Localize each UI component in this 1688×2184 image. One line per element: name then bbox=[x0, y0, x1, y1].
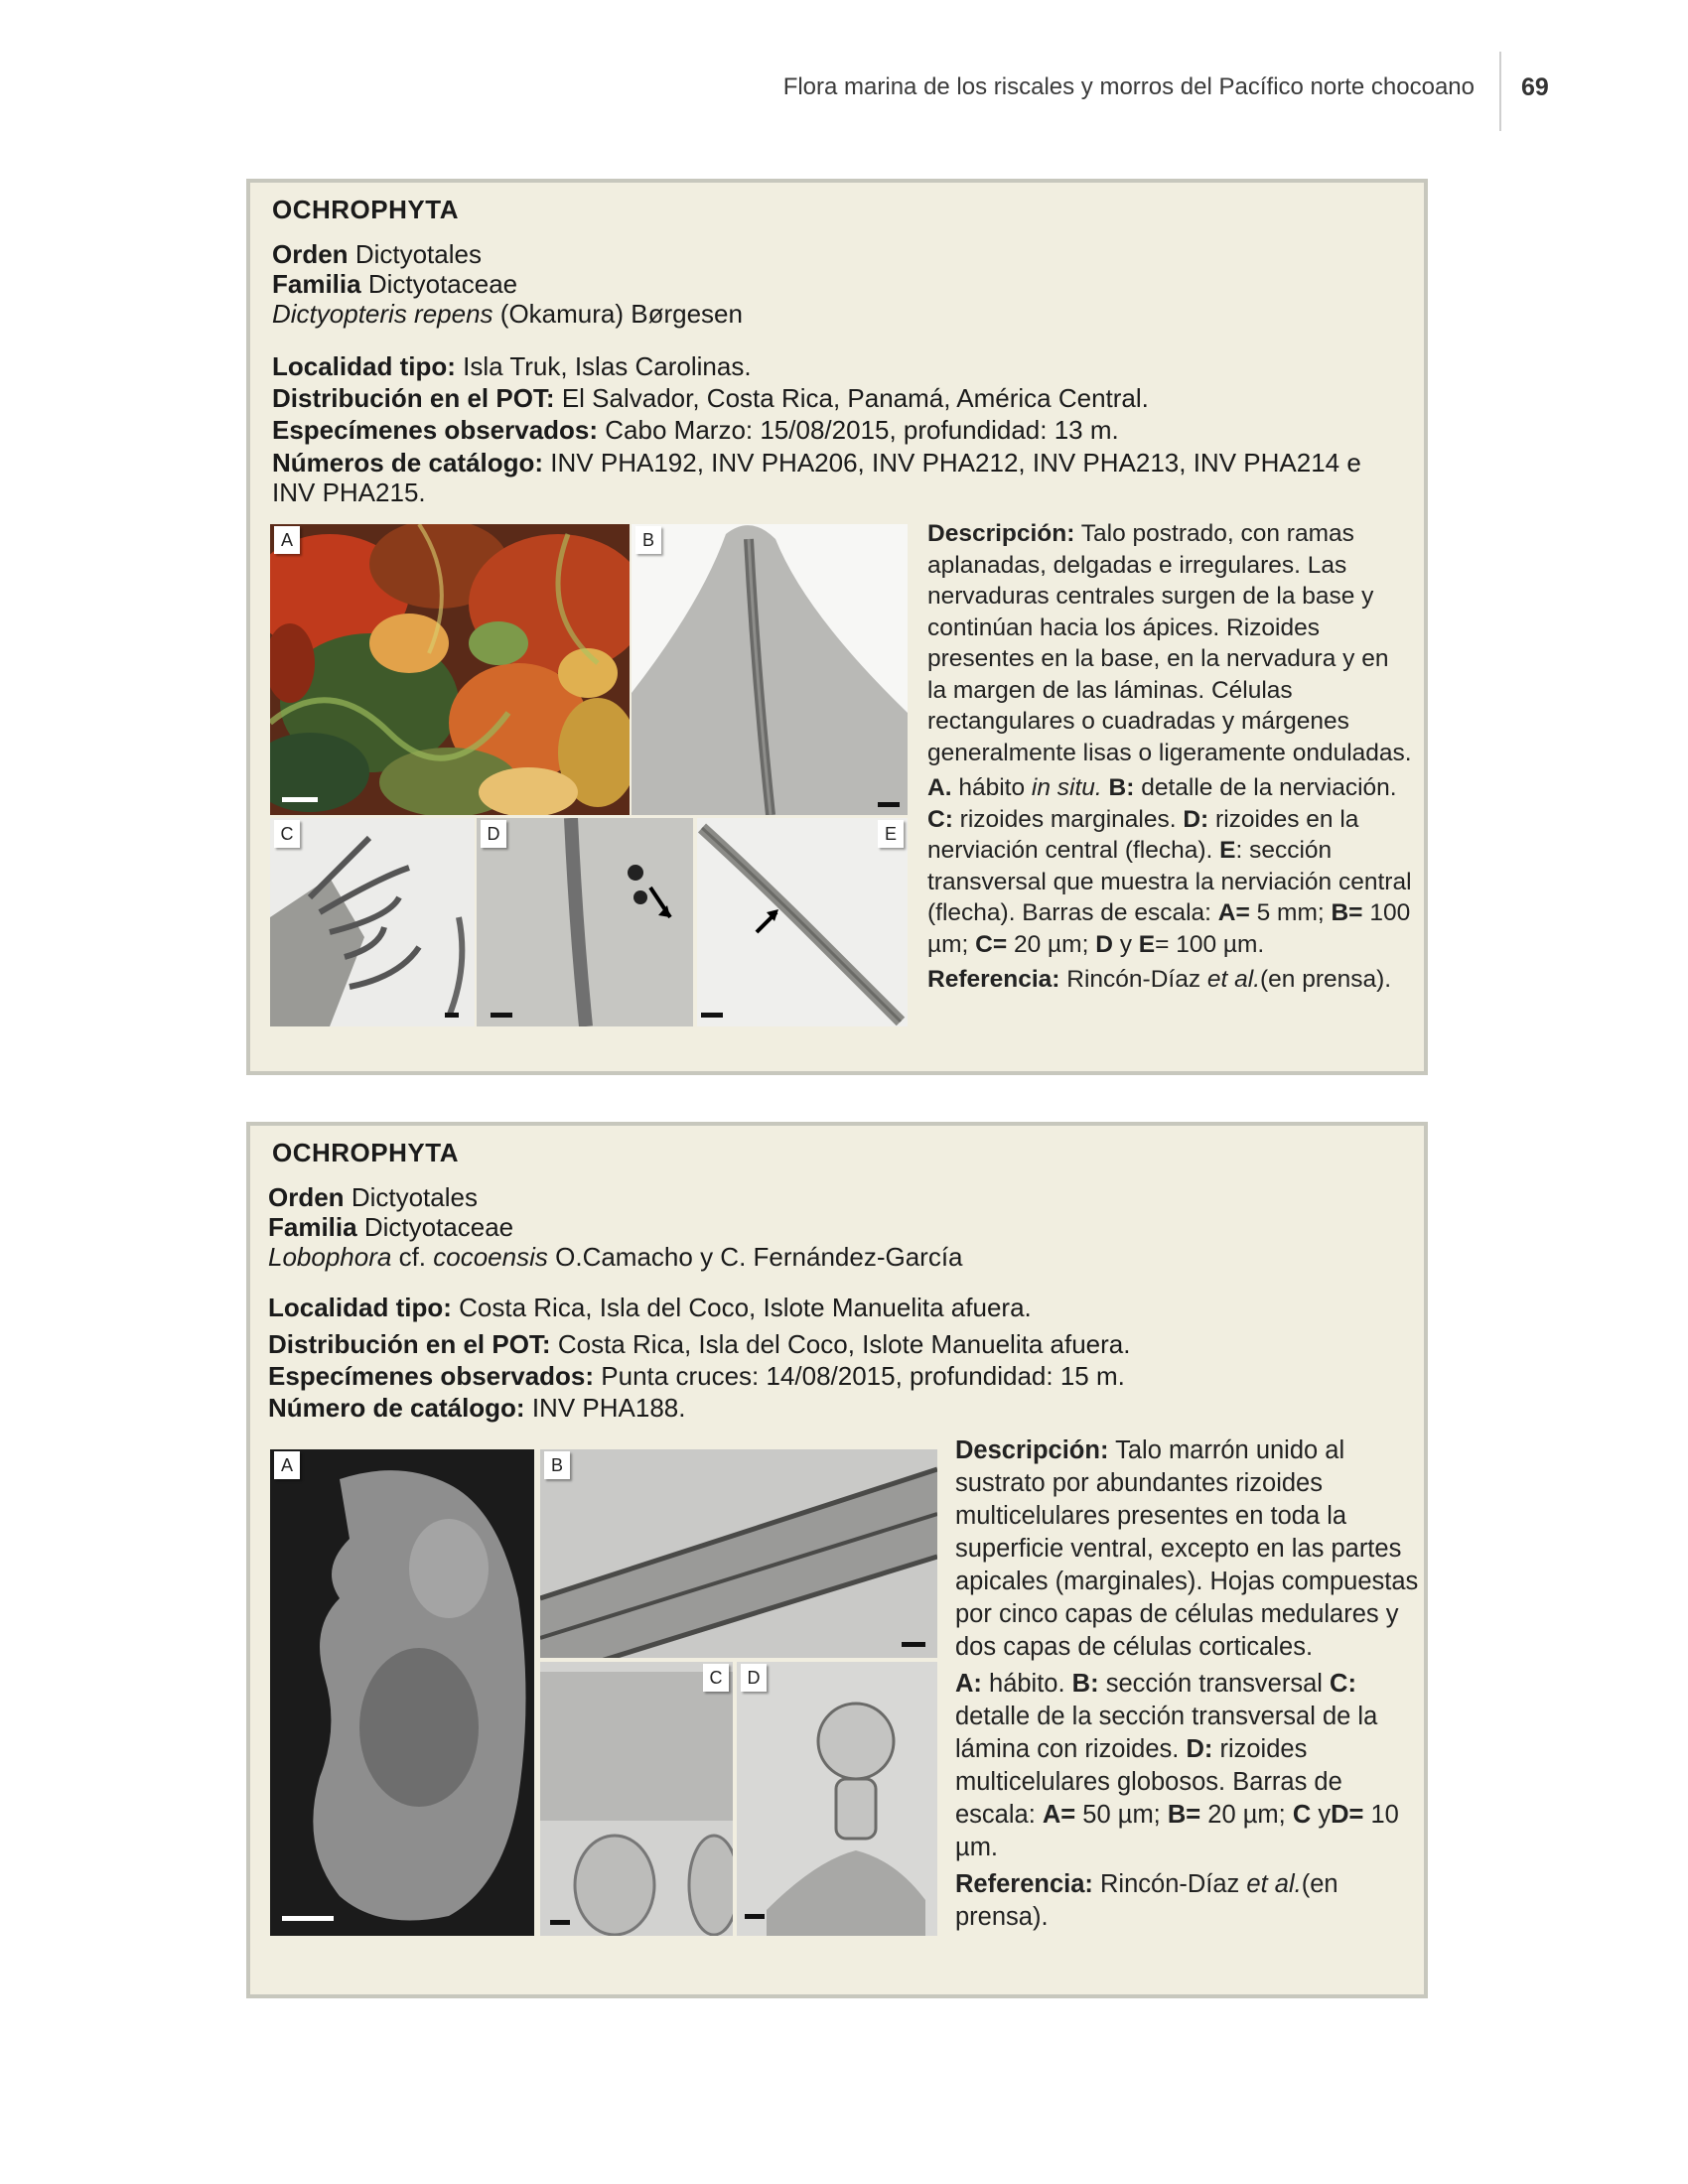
scale-label: A= bbox=[1042, 1801, 1076, 1829]
field-distribucion bbox=[268, 1329, 1130, 1360]
vein-rhizoids-micrograph bbox=[477, 818, 693, 1026]
field-label: Números de catálogo: bbox=[272, 448, 544, 478]
scale-bar bbox=[445, 1013, 459, 1018]
figure-panel-c bbox=[540, 1662, 733, 1936]
field-especimenes bbox=[268, 1361, 1125, 1392]
scale-label: C= bbox=[975, 930, 1008, 958]
caption-label: D: bbox=[1183, 805, 1209, 833]
species-cf: cf. bbox=[398, 1242, 427, 1272]
species-name bbox=[272, 299, 743, 330]
scale-label: E bbox=[1138, 930, 1156, 958]
species-authority: (Okamura) Børgesen bbox=[499, 299, 743, 329]
figure-caption bbox=[927, 772, 1414, 960]
description-paragraph bbox=[955, 1434, 1422, 1664]
reference-tail: (en prensa). bbox=[1260, 966, 1392, 993]
description-label: Descripción: bbox=[927, 520, 1075, 547]
description-block bbox=[927, 518, 1414, 1000]
habit-photo bbox=[270, 1449, 534, 1936]
field-value: INV PHA192, INV PHA206, INV PHA212, INV PHA213, INV PHA214 e bbox=[550, 448, 1361, 478]
scale-bar bbox=[745, 1914, 765, 1919]
caption-label: E bbox=[1219, 837, 1236, 864]
caption-text: : sección transversal que muestra la nerviación central (flecha). Barras de escala: bbox=[927, 837, 1412, 926]
scale-conjunction: y bbox=[1318, 1801, 1332, 1829]
reference bbox=[927, 964, 1414, 996]
description-text: Talo postrado, con ramas aplanadas, delgadas e irregulares. Las nervaduras centrales surgen de la base y continúan hacia los ápices. Rizoides presentes en la base, en la nervadura y en la margen de las láminas. Células rectangulares o cuadradas y márgenes generalmente lisas o ligeramente onduladas. bbox=[927, 520, 1412, 766]
field-value: Costa Rica, Isla del Coco, Islote Manuelita afuera. bbox=[459, 1293, 1032, 1322]
vein-micrograph bbox=[632, 524, 908, 815]
caption-text: rizoides marginales. bbox=[959, 805, 1177, 833]
family-label: Familia bbox=[272, 269, 361, 299]
field-label: Especímenes observados: bbox=[268, 1361, 595, 1391]
panel-label-b: B bbox=[544, 1451, 570, 1479]
scale-bar bbox=[902, 1642, 925, 1647]
species-card-dictyopteris bbox=[246, 179, 1428, 1075]
figure-caption bbox=[955, 1668, 1422, 1864]
caption-text: detalle de la nerviación. bbox=[1141, 774, 1397, 801]
habit-photo bbox=[270, 524, 630, 815]
species-authority: O.Camacho y C. Fernández-García bbox=[555, 1242, 963, 1272]
caption-text: rizoides multicelulares globosos. Barras de escala: bbox=[955, 1735, 1342, 1829]
scale-label: D= bbox=[1331, 1801, 1364, 1829]
reference bbox=[955, 1868, 1422, 1934]
rhizoids-micrograph bbox=[270, 818, 475, 1026]
header-divider bbox=[1499, 52, 1501, 131]
family-label: Familia bbox=[268, 1212, 357, 1242]
scale-value: 5 mm; bbox=[1256, 899, 1325, 926]
scale-label: B= bbox=[1167, 1801, 1201, 1829]
caption-text: hábito bbox=[958, 774, 1026, 801]
lamina-section-micrograph bbox=[540, 1662, 733, 1936]
family-line bbox=[268, 1212, 513, 1243]
species-binomial: Dictyopteris repens bbox=[272, 299, 493, 329]
reference-etal: et al. bbox=[1246, 1870, 1302, 1898]
field-label: Localidad tipo: bbox=[272, 351, 456, 381]
scale-label: B= bbox=[1331, 899, 1363, 926]
field-label: Distribución en el POT: bbox=[272, 383, 555, 413]
page-number: 69 bbox=[1521, 73, 1549, 101]
field-localidad bbox=[272, 351, 752, 382]
reference-author: Rincón-Díaz bbox=[1100, 1870, 1240, 1898]
scale-value: 20 µm; bbox=[1207, 1801, 1286, 1829]
section-micrograph bbox=[697, 818, 908, 1026]
species-epithet: cocoensis bbox=[433, 1242, 548, 1272]
panel-label-a: A bbox=[274, 1451, 300, 1479]
phylum-heading: OCHROPHYTA bbox=[272, 195, 459, 224]
field-catalogo bbox=[268, 1393, 685, 1424]
scale-bar bbox=[282, 1916, 334, 1921]
field-distribucion bbox=[272, 383, 1149, 414]
scale-bar bbox=[491, 1013, 512, 1018]
caption-text: detalle de la sección transversal de la lámina con rizoides. bbox=[955, 1703, 1378, 1763]
caption-italic: in situ. bbox=[1031, 774, 1102, 801]
field-value: Costa Rica, Isla del Coco, Islote Manuelita afuera. bbox=[557, 1329, 1131, 1359]
field-catalogo-continued: INV PHA215. bbox=[272, 478, 426, 507]
reference-author: Rincón-Díaz bbox=[1066, 966, 1201, 993]
panel-label-e: E bbox=[878, 820, 904, 848]
field-especimenes bbox=[272, 415, 1119, 446]
species-name bbox=[268, 1242, 963, 1273]
field-label: Distribución en el POT: bbox=[268, 1329, 551, 1359]
order-value: Dictyotales bbox=[351, 1182, 478, 1212]
caption-label: C: bbox=[1330, 1670, 1356, 1698]
scale-value: 20 µm; bbox=[1013, 930, 1089, 958]
caption-label: C: bbox=[927, 805, 953, 833]
figure-panel-b bbox=[540, 1449, 937, 1658]
scale-label: C bbox=[1292, 1801, 1312, 1829]
field-value: El Salvador, Costa Rica, Panamá, América Central. bbox=[561, 383, 1149, 413]
order-label: Orden bbox=[268, 1182, 345, 1212]
reference-label: Referencia: bbox=[927, 966, 1060, 993]
caption-text: sección transversal bbox=[1105, 1670, 1323, 1698]
scale-bar bbox=[701, 1013, 723, 1018]
panel-label-c: C bbox=[274, 820, 300, 848]
caption-label: D: bbox=[1186, 1735, 1213, 1763]
reference-tail: (en prensa). bbox=[955, 1870, 1338, 1931]
caption-text: rizoides en la nerviación central (flecha). bbox=[927, 805, 1359, 864]
order-line bbox=[272, 239, 482, 270]
figure-panel-e bbox=[697, 818, 908, 1026]
figure-panel-b bbox=[632, 524, 908, 815]
panel-label-d: D bbox=[741, 1664, 767, 1692]
figure-panel-a bbox=[270, 524, 630, 815]
caption-label: A: bbox=[955, 1670, 982, 1698]
panel-label-a: A bbox=[274, 526, 300, 554]
figure-panel-c bbox=[270, 818, 475, 1026]
phylum-heading: OCHROPHYTA bbox=[272, 1138, 459, 1167]
panel-label-b: B bbox=[635, 526, 661, 554]
scale-bar bbox=[550, 1920, 570, 1925]
field-value: Isla Truk, Islas Carolinas. bbox=[463, 351, 752, 381]
order-label: Orden bbox=[272, 239, 349, 269]
section-micrograph bbox=[540, 1449, 937, 1658]
scale-value: = 100 µm. bbox=[1155, 930, 1265, 958]
description-label: Descripción: bbox=[955, 1436, 1109, 1464]
caption-label: B: bbox=[1071, 1670, 1099, 1698]
figure-panel-a bbox=[270, 1449, 534, 1936]
family-line bbox=[272, 269, 517, 300]
order-value: Dictyotales bbox=[354, 239, 482, 269]
scale-bar bbox=[878, 802, 900, 807]
family-value: Dictyotaceae bbox=[363, 1212, 514, 1242]
running-title: Flora marina de los riscales y morros del Pacífico norte chocoano bbox=[782, 73, 1475, 100]
scale-value: 100 µm; bbox=[927, 899, 1411, 958]
scale-conjunction: y bbox=[1119, 930, 1132, 958]
caption-text: hábito. bbox=[989, 1670, 1065, 1698]
panel-label-c: C bbox=[703, 1664, 729, 1692]
field-value: Cabo Marzo: 15/08/2015, profundidad: 13 m. bbox=[605, 415, 1119, 445]
species-genus: Lobophora bbox=[268, 1242, 392, 1272]
order-line bbox=[268, 1182, 478, 1213]
caption-label: A. bbox=[927, 774, 952, 801]
scale-label: A= bbox=[1217, 899, 1250, 926]
family-value: Dictyotaceae bbox=[367, 269, 518, 299]
field-value: INV PHA188. bbox=[531, 1393, 686, 1423]
field-label: Localidad tipo: bbox=[268, 1293, 452, 1322]
rhizoids-micrograph bbox=[737, 1662, 937, 1936]
panel-label-d: D bbox=[481, 820, 506, 848]
field-label: Especímenes observados: bbox=[272, 415, 599, 445]
description-paragraph bbox=[927, 518, 1414, 768]
field-catalogo bbox=[272, 448, 1361, 478]
figure-panel-d bbox=[737, 1662, 937, 1936]
scale-value: 50 µm; bbox=[1082, 1801, 1161, 1829]
reference-etal: et al. bbox=[1206, 966, 1261, 993]
caption-label: B: bbox=[1108, 774, 1135, 801]
field-value: Punta cruces: 14/08/2015, profundidad: 15 m. bbox=[601, 1361, 1125, 1391]
scale-bar bbox=[282, 797, 318, 802]
scale-value: 10 µm. bbox=[955, 1801, 1399, 1861]
figure-panel-d bbox=[477, 818, 693, 1026]
species-card-lobophora bbox=[246, 1122, 1428, 1998]
field-localidad bbox=[268, 1293, 1032, 1323]
description-block bbox=[955, 1434, 1422, 1938]
description-text: Talo marrón unido al sustrato por abundantes rizoides multicelulares presentes en toda la superficie ventral, excepto en las partes apicales (marginales). Hojas compuestas por cinco capas de células medulares y dos capas de células corticales. bbox=[955, 1436, 1419, 1661]
reference-label: Referencia: bbox=[955, 1870, 1093, 1898]
field-label: Número de catálogo: bbox=[268, 1393, 525, 1423]
scale-label: D bbox=[1095, 930, 1113, 958]
